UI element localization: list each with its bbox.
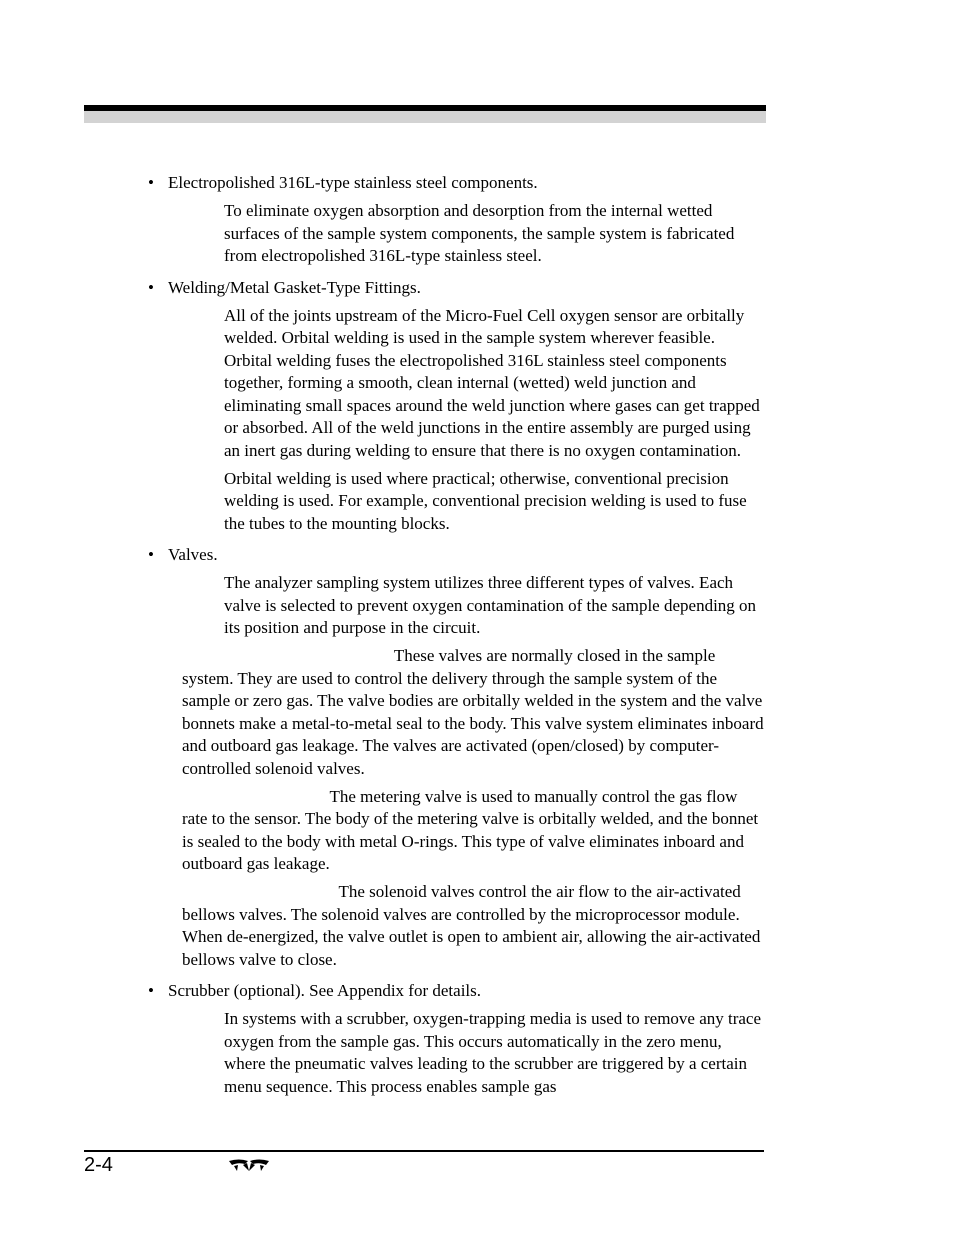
- paragraph-scrubber: In systems with a scrubber, oxygen-trapping media is used to remove any trace oxygen from the sample gas. This occurs automatically in the zero menu, where the pneumatic valves leading to the scrubber are triggered by a certain menu sequence. This process enables sample gas: [224, 1009, 762, 1096]
- bullet-marker: •: [148, 173, 154, 192]
- bullet-electropolished: [148, 172, 768, 195]
- paragraph-electropolished: To eliminate oxygen absorption and desorption from the internal wetted surfaces of the sample system components, the sample system is fabricated from electropolished 316L-type stainless steel.: [224, 201, 735, 265]
- bullet-label: Scrubber (optional). See Appendix for details.: [168, 981, 482, 1000]
- bullet-label: Welding/Metal Gasket-Type Fittings.: [168, 277, 421, 297]
- page-body: [0, 172, 954, 1098]
- bullet-valves: [148, 544, 768, 567]
- paragraph-bellows-valves: [182, 645, 766, 780]
- paragraph-metering-valve: [182, 786, 766, 876]
- footer-rule: [84, 1150, 764, 1152]
- teledyne-logo-icon: [229, 1158, 269, 1177]
- paragraph-text: These valves are normally closed in the sample system. They are used to control the delivery through the sample system of the sample or zero gas. The valve bodies are orbitally welded in the system and the valve bonnets make a metal-to-metal seal to the body. This valve system eliminates inboard and outboard gas leakage. The valves are activated (open/closed) by computer-controlled solenoid valves.: [182, 646, 764, 778]
- bullet-marker: •: [148, 277, 154, 297]
- page-number: 2-4: [84, 1154, 113, 1176]
- bullet-marker: •: [148, 545, 154, 564]
- paragraph-valves-intro: The analyzer sampling system utilizes three different types of valves. Each valve is selected to prevent oxygen contamination of the sample depending on its position and purpose in the circuit.: [224, 573, 757, 637]
- bullet-label: Valves.: [168, 545, 218, 564]
- bullet-marker: •: [148, 981, 154, 1000]
- bullet-welding: [148, 277, 768, 300]
- bullet-label: Electropolished 316L-type stainless steel components.: [168, 173, 538, 192]
- paragraph-text: The metering valve is used to manually control the gas flow rate to the sensor. The body of the metering valve is orbitally welded, and the bonnet is sealed to the body with metal O-rings. This type of valve eliminates inboard and outboard gas leakage.: [182, 786, 759, 873]
- bullet-scrubber: [148, 980, 768, 1003]
- paragraph-welding-2: Orbital welding is used where practical; otherwise, conventional precision welding is used. For example, conventional precision welding is used to fuse the tubes to the mounting blocks.: [224, 468, 747, 533]
- paragraph-solenoid-valves: [182, 881, 766, 971]
- paragraph-welding-1: All of the joints upstream of the Micro-Fuel Cell oxygen sensor are orbitally welded. Orbital welding is used in the sample system wherever feasible. Orbital welding fuses the electropolished 316L stainless steel components together, forming a smooth, clean internal (wetted) weld junction and eliminating small spaces around the weld junction where gases can get trapped or absorbed. All of the weld junctions in the entire assembly are purged using an inert gas during welding to ensure that there is no oxygen contamination.: [224, 305, 760, 460]
- paragraph-text: The solenoid valves control the air flow to the air-activated bellows valves. The solenoid valves are controlled by the microprocessor module. When de-energized, the valve outlet is open to ambient air, allowing the air-activated bellows valve to close.: [182, 882, 761, 969]
- header-rule-gray: [84, 111, 766, 123]
